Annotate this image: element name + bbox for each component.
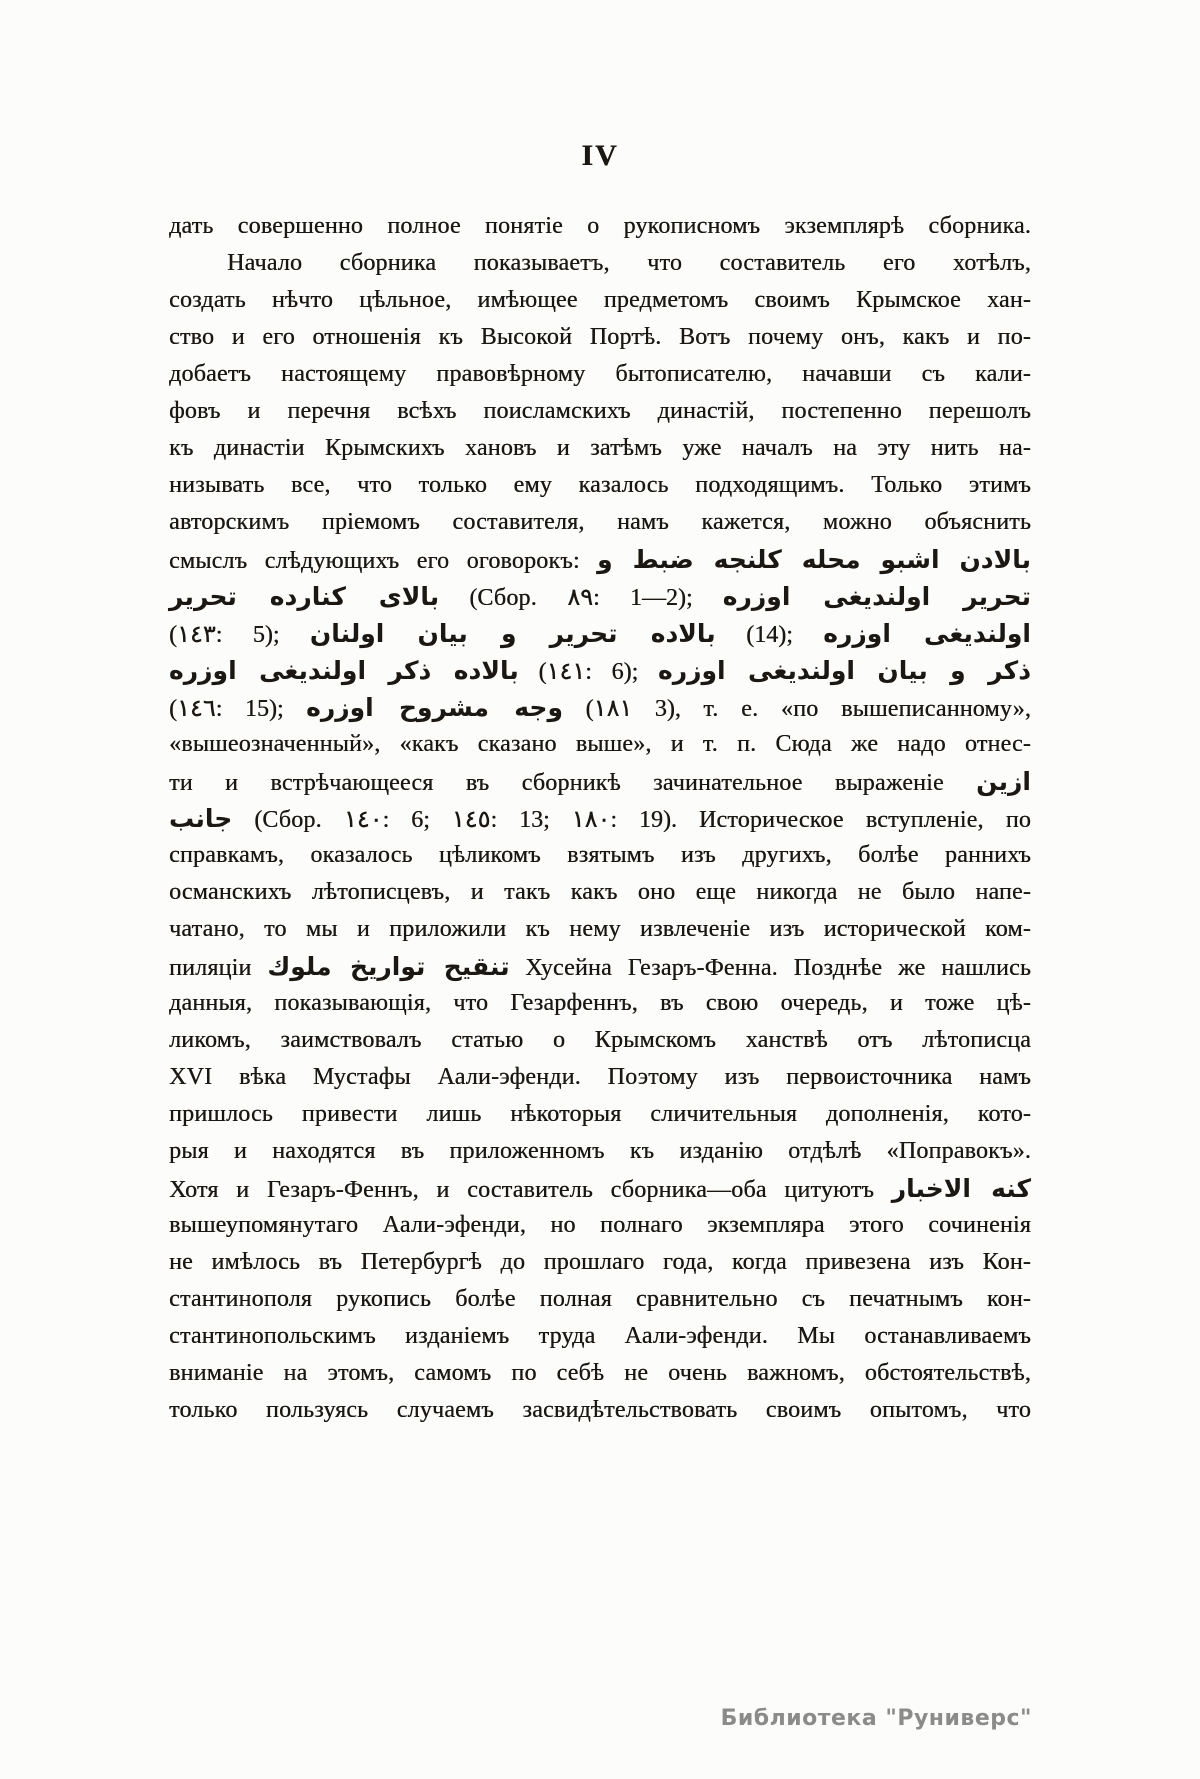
- text-segment: пришлось привести лишь нѣкоторыя сличительныя дополненія, кото-: [169, 1101, 1031, 1127]
- text-segment: къ династіи Крымскихъ хановъ и затѣмъ уже началъ на эту нить на-: [169, 435, 1031, 461]
- text-segment: ство и его отношенія къ Высокой Портѣ. Вотъ почему онъ, какъ и по-: [169, 324, 1031, 350]
- text-line: [169, 1318, 1031, 1355]
- arabic-segment: بالاده ذكر اولنديغى اوزره: [169, 656, 519, 685]
- text-segment: рыя и находятся въ приложенномъ къ изданію отдѣлѣ «Поправокъ».: [169, 1138, 1031, 1164]
- arabic-segment: بالاى كنارده تحرير: [169, 582, 440, 611]
- text-segment: фовъ и перечня всѣхъ поисламскихъ династій, постепенно перешолъ: [169, 398, 1031, 424]
- text-line: [169, 504, 1031, 541]
- arabic-segment: وجه مشروح اوزره: [306, 693, 563, 722]
- text-segment: (١٤٣: 5);: [169, 622, 280, 648]
- text-segment: только пользуясь случаемъ засвидѣтельствовать своимъ опытомъ, что: [169, 1397, 1031, 1423]
- page-number: IV: [581, 139, 619, 172]
- text-segment: вниманіе на этомъ, самомъ по себѣ не очень важномъ, обстоятельствѣ,: [169, 1360, 1031, 1386]
- arabic-segment: تحرير اولنديغى اوزره: [722, 582, 1032, 611]
- arabic-segment: ازين: [976, 767, 1031, 796]
- text-segment: пиляціи: [169, 955, 252, 981]
- text-segment: (Сбор. ٨٩: 1—2);: [469, 585, 693, 611]
- text-line: [169, 578, 1031, 615]
- arabic-segment: جانب: [169, 804, 233, 833]
- text-segment: «вышеозначенный», «какъ сказано выше», и т. п. Сюда же надо отнес-: [169, 731, 1031, 757]
- text-line: [169, 1281, 1031, 1318]
- text-line: [169, 1392, 1031, 1429]
- text-segment: дать совершенно полное понятіе о рукописномъ экземплярѣ сборника.: [169, 213, 1031, 239]
- text-line: [169, 1244, 1031, 1281]
- text-line: [169, 1207, 1031, 1244]
- text-line: [169, 541, 1031, 578]
- text-line: [169, 1355, 1031, 1392]
- text-line: [169, 208, 1031, 245]
- arabic-segment: اولنديغى اوزره: [823, 619, 1031, 648]
- text-line: [169, 800, 1031, 837]
- arabic-segment: بالاده تحرير و بيان اولنان: [309, 619, 716, 648]
- text-segment: вышеупомянутаго Аали-эфенди, но полнаго экземпляра этого сочиненія: [169, 1212, 1031, 1238]
- text-segment: Хусейна Гезаръ-Фенна. Позднѣе же нашлись: [525, 955, 1031, 981]
- text-line: [169, 1170, 1031, 1207]
- text-line: [169, 763, 1031, 800]
- text-line: [169, 393, 1031, 430]
- text-segment: (14);: [746, 622, 793, 648]
- library-watermark: Библиотека "Руниверс": [720, 1706, 1032, 1731]
- text-line: [169, 652, 1031, 689]
- text-line: [169, 319, 1031, 356]
- text-segment: создать нѣчто цѣльное, имѣющее предметомъ своимъ Крымское хан-: [169, 287, 1031, 313]
- text-line: [169, 430, 1031, 467]
- text-line: [169, 837, 1031, 874]
- text-line: [169, 911, 1031, 948]
- text-segment: (Сбор. ١٤٠: 6; ١٤٥: 13; ١٨٠: 19). Историческое вступленіе, по: [254, 807, 1031, 833]
- text-segment: стантинополя рукопись болѣе полная сравнительно съ печатнымъ кон-: [169, 1286, 1031, 1312]
- text-line: [169, 245, 1031, 282]
- text-line: [169, 1059, 1031, 1096]
- text-segment: смыслъ слѣдующихъ его оговорокъ:: [169, 548, 580, 574]
- text-line: [169, 615, 1031, 652]
- text-segment: ти и встрѣчающееся въ сборникѣ зачинательное выраженіе: [169, 770, 944, 796]
- arabic-segment: تنقيح تواريخ ملوك: [267, 952, 510, 981]
- text-line: [169, 948, 1031, 985]
- arabic-segment: ذكر و بيان اولنديغى اوزره: [657, 656, 1032, 685]
- text-line: [169, 874, 1031, 911]
- text-segment: авторскимъ пріемомъ составителя, намъ кажется, можно объяснить: [169, 509, 1031, 535]
- text-segment: (١٨١ 3), т. е. «по вышеписанному»,: [585, 696, 1032, 722]
- text-segment: Начало сборника показываетъ, что составитель его хотѣлъ,: [227, 250, 1031, 276]
- text-line: [169, 282, 1031, 319]
- text-block: [169, 208, 1031, 1429]
- text-segment: чатано, то мы и приложили къ нему извлеченіе изъ исторической ком-: [169, 916, 1031, 942]
- text-segment: XVI вѣка Мустафы Аали-эфенди. Поэтому изъ первоисточника намъ: [169, 1064, 1031, 1090]
- text-segment: османскихъ лѣтописцевъ, и такъ какъ оно еще никогда не было напе-: [169, 879, 1031, 905]
- text-segment: стантинопольскимъ изданіемъ труда Аали-эфенди. Мы останавливаемъ: [169, 1323, 1031, 1349]
- text-segment: ликомъ, заимствовалъ статью о Крымскомъ ханствѣ отъ лѣтописца: [169, 1027, 1031, 1053]
- text-line: [169, 726, 1031, 763]
- arabic-segment: كنه الاخبار: [891, 1174, 1031, 1203]
- text-line: [169, 356, 1031, 393]
- text-line: [169, 1133, 1031, 1170]
- text-segment: не имѣлось въ Петербургѣ до прошлаго года, когда привезена изъ Кон-: [169, 1249, 1031, 1275]
- text-segment: Хотя и Гезаръ-Феннъ, и составитель сборника—оба цитуютъ: [169, 1177, 875, 1203]
- text-segment: (١٤١: 6);: [538, 659, 639, 685]
- text-line: [169, 985, 1031, 1022]
- text-segment: данныя, показывающія, что Гезарфеннъ, въ свою очередь, и тоже цѣ-: [169, 990, 1031, 1016]
- text-segment: (١٤٦: 15);: [169, 696, 284, 722]
- text-segment: добаетъ настоящему правовѣрному бытописателю, начавши съ кали-: [169, 361, 1031, 387]
- text-line: [169, 467, 1031, 504]
- text-line: [169, 1022, 1031, 1059]
- arabic-segment: بالادن اشبو محله كلنجه ضبط و: [597, 545, 1032, 574]
- text-segment: низывать все, что только ему казалось подходящимъ. Только этимъ: [169, 472, 1031, 498]
- text-line: [169, 1096, 1031, 1133]
- text-segment: справкамъ, оказалось цѣликомъ взятымъ изъ другихъ, болѣе раннихъ: [169, 842, 1031, 868]
- text-line: [169, 689, 1031, 726]
